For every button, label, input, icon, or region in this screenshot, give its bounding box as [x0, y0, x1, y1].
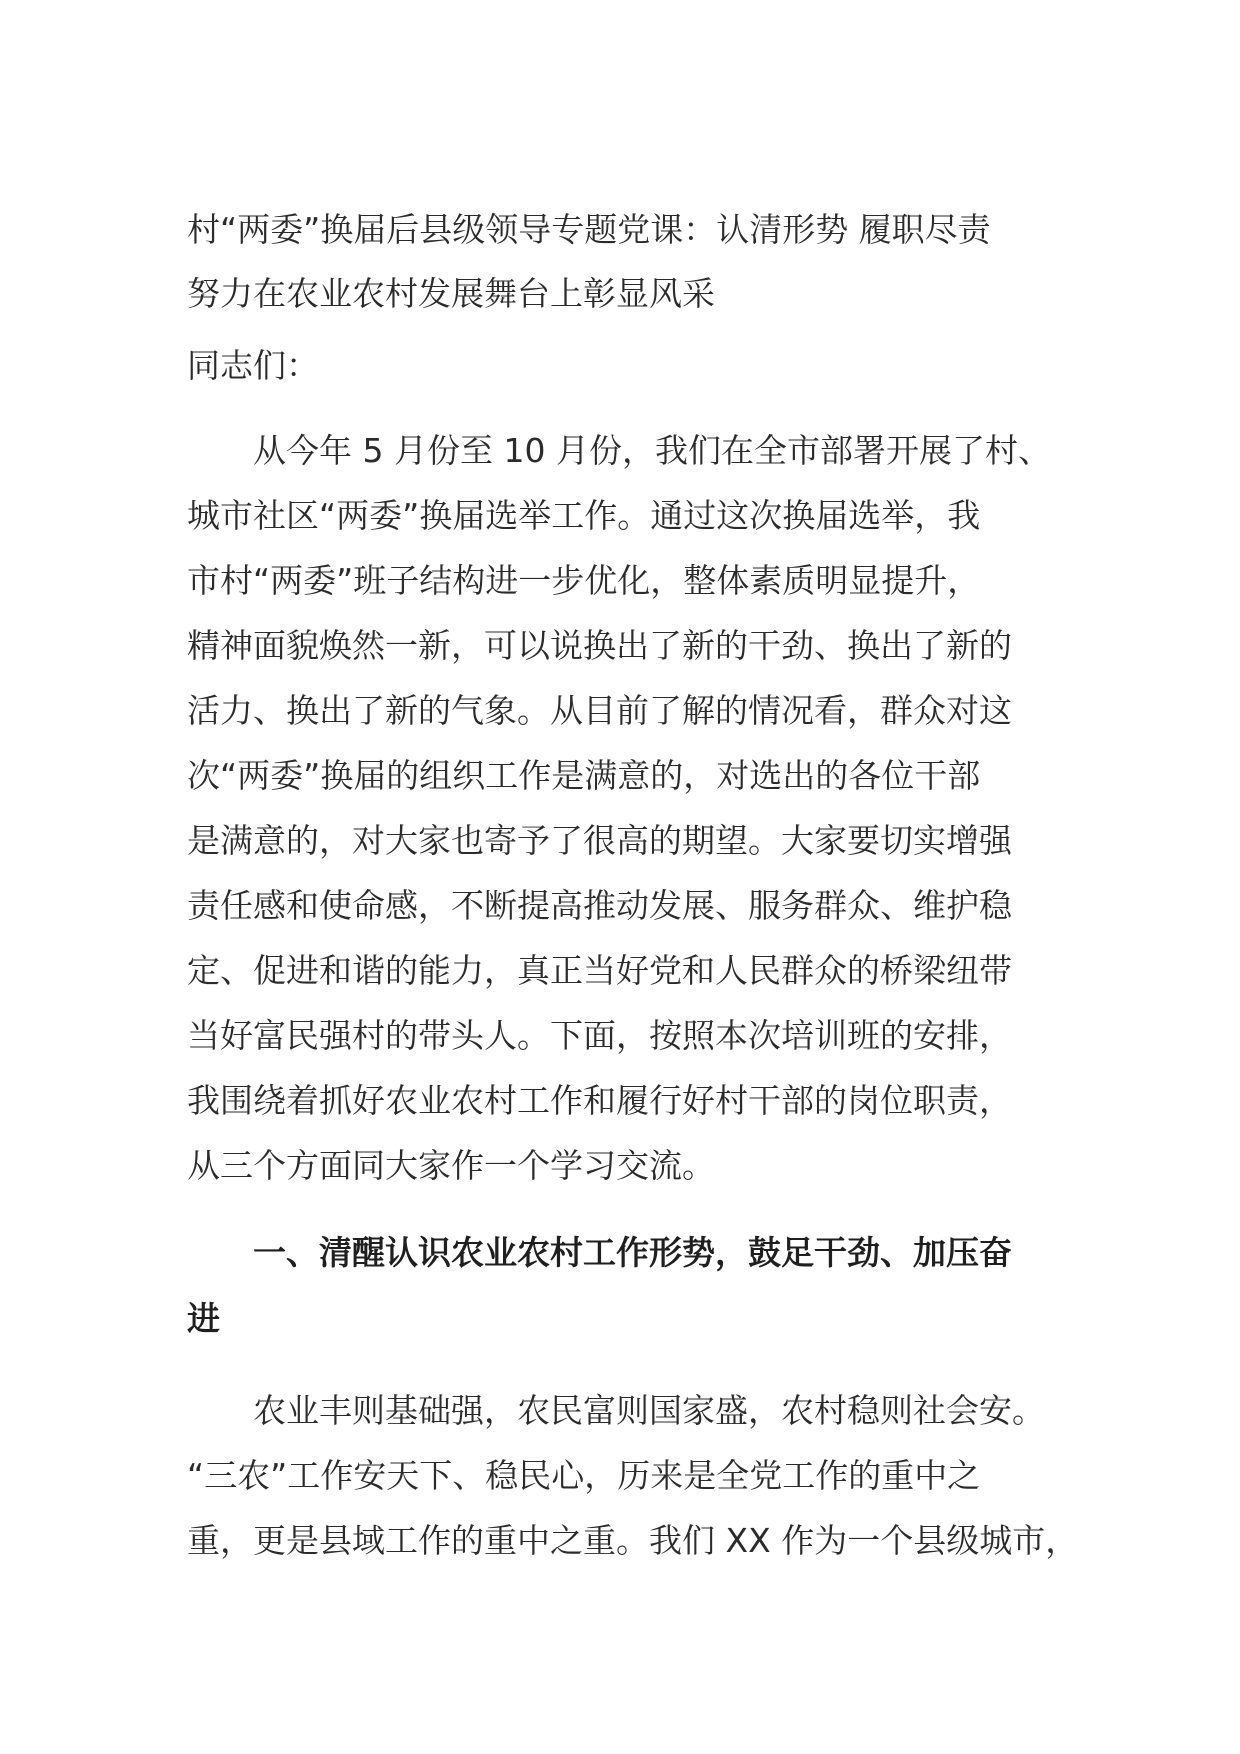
paragraph-line: 从今年 5 月份至 10 月份，我们在全市部署开展了村、: [253, 431, 1051, 470]
paragraph-line: 是满意的，对大家也寄予了很高的期望。大家要切实增强: [187, 821, 1012, 860]
heading-line: 一、清醒认识农业农村工作形势，鼓足干劲、加压奋: [253, 1233, 1012, 1272]
paragraph-line: 市村“两委”班子结构进一步优化，整体素质明显提升，: [187, 561, 981, 600]
paragraph-line: 次“两委”换届的组织工作是满意的，对选出的各位干部: [187, 756, 981, 795]
paragraph-line: 从三个方面同大家作一个学习交流。: [187, 1146, 715, 1185]
paragraph-line: 当好富民强村的带头人。下面，按照本次培训班的安排，: [187, 1016, 1012, 1055]
section-paragraph: [187, 1378, 1079, 1573]
paragraph-line: 城市社区“两委”换届选举工作。通过这次换届选举，我: [187, 496, 981, 535]
title-line: 努力在农业农村发展舞台上彰显风采: [187, 274, 715, 313]
intro-paragraph: [187, 418, 1067, 1198]
paragraph-line: 活力、换出了新的气象。从目前了解的情况看，群众对这: [187, 691, 1012, 730]
section-heading: [187, 1220, 1067, 1352]
salutation: 同志们：: [187, 346, 319, 385]
document-body: [187, 198, 1079, 1573]
paragraph-line: 重，更是县域工作的重中之重。我们 XX 作为一个县级城市，: [187, 1521, 1079, 1560]
document-title: [187, 198, 1067, 326]
paragraph-line: 定、促进和谐的能力，真正当好党和人民群众的桥梁纽带: [187, 951, 1012, 990]
paragraph-line: “三农”工作安天下、稳民心，历来是全党工作的重中之: [187, 1456, 981, 1495]
paragraph-line: 责任感和使命感，不断提高推动发展、服务群众、维护稳: [187, 886, 1012, 925]
heading-line: 进: [187, 1299, 220, 1338]
paragraph-line: 我围绕着抓好农业农村工作和履行好村干部的岗位职责，: [187, 1081, 1012, 1120]
paragraph-line: 精神面貌焕然一新，可以说换出了新的干劲、换出了新的: [187, 626, 1012, 665]
paragraph-line: 农业丰则基础强，农民富则国家盛，农村稳则社会安。: [253, 1391, 1045, 1430]
title-line: 村“两委”换届后县级领导专题党课：认清形势 履职尽责: [187, 210, 991, 249]
